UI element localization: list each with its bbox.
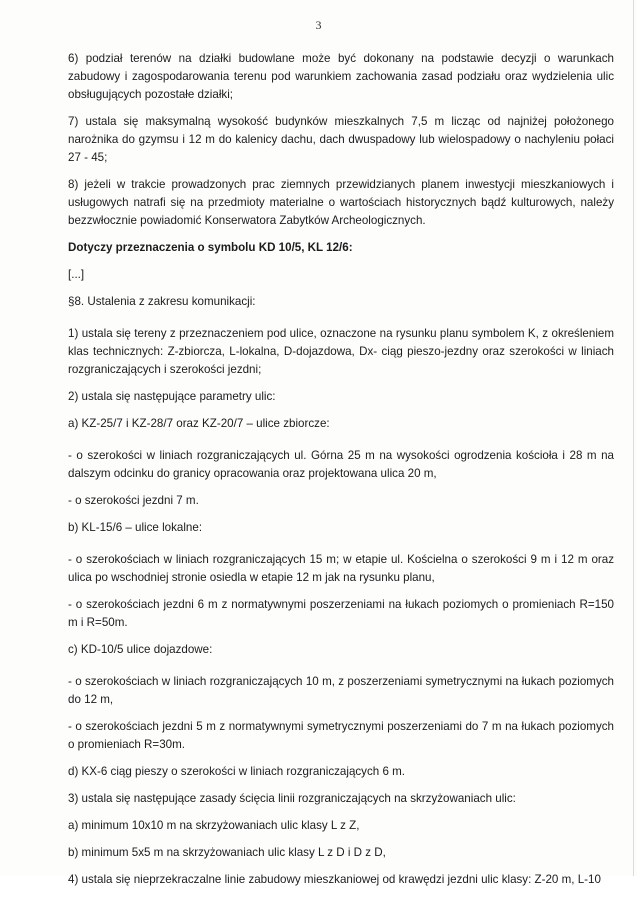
paragraph-6-land-division: 6) podział terenów na działki budowlane może być dokonany na podstawie decyzji o warunkach zabudowy i zagospodarowania terenu pod warunkiem zachowania zasad podziału oraz wydzielenia ulic obsługujących pozostałe działki; <box>68 52 614 101</box>
local-roadway-width: - o szerokościach jezdni 6 m z normatywnymi poszerzeniami na łukach poziomych o promieniach R=150 m i R=50m. <box>68 598 614 629</box>
paragraph-8-archaeological-finds: 8) jeżeli w trakcie prowadzonych prac ziemnych przewidzianych planem inwestycji mieszkaniowych i usługowych natrafi się na przedmioty materialne o wartościach historycznych bądź kulturowych, należy bezzwłocznie powiadomić Konserwatora Zabytków Archeologicznych. <box>68 178 614 227</box>
item-d-pedestrian-path: d) KX-6 ciąg pieszy o szerokości w liniach rozgraniczających 6 m. <box>68 765 405 778</box>
item-b-local-streets: b) KL-15/6 – ulice lokalne: <box>68 521 203 534</box>
section-8-heading: §8. Ustalenia z zakresu komunikacji: <box>68 295 256 308</box>
page-number: 3 <box>315 18 322 32</box>
local-width-detail: - o szerokościach w liniach rozgraniczających 15 m; w etapie ul. Kościelna o szerokości 9 m i 12 m oraz ulica po wschodniej stronie osiedla w etapie 12 m jak na rysunku planu, <box>68 553 614 584</box>
item-4-building-lines: 4) ustala się nieprzekraczalne linie zabudowy mieszkaniowej od krawędzi jezdni ulic klasy: Z-20 m, L-10 <box>68 873 601 886</box>
item-3-corner-cuts: 3) ustala się następujące zasady ścięcia linii rozgraniczających na skrzyżowaniach ulic: <box>68 792 516 805</box>
collector-width-detail: - o szerokości w liniach rozgraniczających ul. Górna 25 m na wysokości ogrodzenia kościoła i 28 m na dalszym odcinku do granicy opracowania oraz projektowana ulica 20 m, <box>68 449 614 480</box>
corner-cut-a: a) minimum 10x10 m na skrzyżowaniach ulic klasy L z Z, <box>68 819 360 832</box>
access-width-detail: - o szerokościach w liniach rozgraniczających 10 m, z poszerzeniami symetrycznymi na łukach poziomych do 12 m, <box>68 675 614 706</box>
scan-edge-line <box>633 0 634 876</box>
omission-marker: [...] <box>68 268 85 281</box>
section-heading-kd-kl: Dotyczy przeznaczenia o symbolu KD 10/5, KL 12/6: <box>68 241 353 254</box>
corner-cut-b: b) minimum 5x5 m na skrzyżowaniach ulic klasy L z D i D z D, <box>68 846 386 859</box>
item-a-collector-streets: a) KZ-25/7 i KZ-28/7 oraz KZ-20/7 – ulice zbiorcze: <box>68 417 330 430</box>
document-body <box>68 50 614 898</box>
item-2-street-parameters: 2) ustala się następujące parametry ulic: <box>68 390 276 403</box>
collector-roadway-width: - o szerokości jezdni 7 m. <box>68 494 199 507</box>
item-1-street-areas: 1) ustala się tereny z przeznaczeniem pod ulice, oznaczone na rysunku planu symbolem K, z określeniem klas technicznych: Z-zbiorcza, L-lokalna, D-dojazdowa, Dx- ciąg pieszo-jezdny oraz szerokości w liniach rozgraniczających i szerokości jezdni; <box>68 327 614 376</box>
item-c-access-streets: c) KD-10/5 ulice dojazdowe: <box>68 643 213 656</box>
access-roadway-width: - o szerokościach jezdni 5 m z normatywnymi symetrycznymi poszerzeniami do 7 m na łukach poziomych o promieniach R=30m. <box>68 720 614 751</box>
paragraph-7-building-height: 7) ustala się maksymalną wysokość budynków mieszkalnych 7,5 m licząc od najniżej położonego narożnika do gzymsu i 12 m do kalenicy dachu, dach dwuspadowy lub wielospadowy o nachyleniu połaci 27 - 45; <box>68 115 614 164</box>
